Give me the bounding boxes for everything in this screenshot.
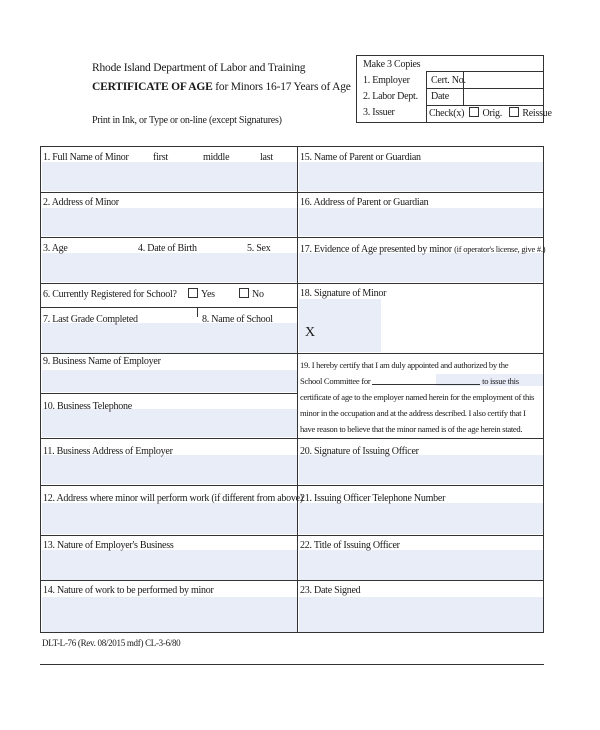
label-officer-signature: 20. Signature of Issuing Officer xyxy=(300,446,419,457)
label-business-address: 11. Business Address of Employer xyxy=(43,446,173,457)
input-business-telephone[interactable] xyxy=(42,409,297,437)
input-officer-signature[interactable] xyxy=(299,455,543,484)
rule-r2 xyxy=(297,237,543,238)
reissue-label: Reissue xyxy=(522,108,552,119)
rule-l2 xyxy=(41,237,298,238)
cert-line-3: certificate of age to the employer named herein for the employment of this xyxy=(300,392,535,402)
instructions: Print in Ink, or Type or on-line (except Signatures) xyxy=(92,115,282,126)
input-date-signed[interactable] xyxy=(299,597,543,632)
orig-label: Orig. xyxy=(482,108,503,119)
divider-7-8 xyxy=(197,307,198,317)
cert-no-label: Cert. No. xyxy=(431,75,466,86)
label-business-telephone: 10. Business Telephone xyxy=(43,401,132,412)
label-date-signed: 23. Date Signed xyxy=(300,585,361,596)
copy-issuer: 3. Issuer xyxy=(363,107,395,118)
form-title xyxy=(92,81,351,93)
label-parent-name: 15. Name of Parent or Guardian xyxy=(300,152,421,163)
input-full-name[interactable] xyxy=(42,162,297,191)
copies-box xyxy=(356,55,552,123)
input-address-minor[interactable] xyxy=(42,208,297,236)
orig-checkbox[interactable] xyxy=(469,107,479,117)
label-evidence-note: (if operator's license, give #.) xyxy=(454,244,546,254)
copies-rule-top xyxy=(426,71,543,72)
form-title-bold: CERTIFICATE OF AGE xyxy=(92,81,213,93)
label-full-name: 1. Full Name of Minor xyxy=(43,152,129,163)
check-label xyxy=(429,107,552,120)
rule-r3 xyxy=(297,283,543,284)
rule-r6 xyxy=(297,485,543,486)
input-age-dob-sex[interactable] xyxy=(42,253,297,282)
check-text: Check(x) xyxy=(429,108,465,119)
rule-l8 xyxy=(41,485,298,486)
rule-l7 xyxy=(41,438,298,439)
copies-rule-bottom xyxy=(426,105,543,106)
form-title-rest: for Minors 16-17 Years of Age xyxy=(215,81,351,93)
label-evidence-text: 17. Evidence of Age presented by minor xyxy=(300,244,452,255)
footer-rule xyxy=(40,664,544,665)
date-label: Date xyxy=(431,91,449,102)
label-minor-signature: 18. Signature of Minor xyxy=(300,288,387,299)
label-address-minor: 2. Address of Minor xyxy=(43,197,119,208)
input-officer-title[interactable] xyxy=(299,550,543,580)
input-officer-telephone[interactable] xyxy=(299,503,543,534)
rule-l6 xyxy=(41,393,298,394)
label-officer-telephone: 21. Issuing Officer Telephone Number xyxy=(300,493,446,504)
label-registered-school xyxy=(43,288,264,301)
input-evidence-age[interactable] xyxy=(299,253,543,282)
input-work-nature[interactable] xyxy=(42,597,297,632)
no-checkbox[interactable] xyxy=(239,288,249,298)
label-work-nature: 14. Nature of work to be performed by minor xyxy=(43,585,214,596)
copies-divider-1 xyxy=(426,71,427,122)
input-business-name[interactable] xyxy=(42,370,297,392)
copy-employer: 1. Employer xyxy=(363,75,410,86)
rule-r7 xyxy=(297,535,543,536)
cert-line-2 xyxy=(300,373,534,389)
label-employer-business: 13. Nature of Employer's Business xyxy=(43,540,174,551)
label-parent-address: 16. Address of Parent or Guardian xyxy=(300,197,429,208)
label-yes: Yes xyxy=(200,289,215,300)
form-grid xyxy=(40,146,544,633)
cert-line-1: 19. I hereby certify that I am duly appointed and authorized by the xyxy=(300,360,509,370)
rule-r5 xyxy=(297,438,543,439)
label-last: last xyxy=(260,152,273,163)
rule-l9 xyxy=(41,535,298,536)
form-id: DLT-L-76 (Rev. 08/2015 mdf) CL-3-6/80 xyxy=(42,638,181,648)
certification-text xyxy=(300,357,534,437)
school-committee-blank xyxy=(372,375,480,385)
label-middle: middle xyxy=(203,152,230,163)
cert-line-2b: to issue this xyxy=(482,376,519,386)
label-first: first xyxy=(153,152,168,163)
cert-line-4: minor in the occupation and at the address described. I also certify that I xyxy=(300,408,526,418)
rule-r4 xyxy=(297,353,543,354)
input-business-address[interactable] xyxy=(42,455,297,484)
input-last-grade-school[interactable] xyxy=(42,323,297,353)
label-name-of-school: 8. Name of School xyxy=(202,314,273,325)
rule-l1 xyxy=(41,192,298,193)
rule-l3 xyxy=(41,283,298,284)
label-sex: 5. Sex xyxy=(247,243,271,254)
label-officer-title: 22. Title of Issuing Officer xyxy=(300,540,400,551)
label-work-address: 12. Address where minor will perform work (if different from above) xyxy=(43,493,303,504)
rule-r8 xyxy=(297,580,543,581)
column-divider xyxy=(297,147,298,632)
department-name: Rhode Island Department of Labor and Training xyxy=(92,62,306,74)
rule-l4 xyxy=(41,307,298,308)
copy-labor-dept: 2. Labor Dept. xyxy=(363,91,418,102)
input-parent-name[interactable] xyxy=(299,162,543,191)
copies-heading: Make 3 Copies xyxy=(363,59,421,70)
label-age: 3. Age xyxy=(43,243,68,254)
label-business-name: 9. Business Name of Employer xyxy=(43,356,161,367)
cert-line-2a: School Committee for xyxy=(300,376,371,386)
label-evidence-age xyxy=(300,243,545,256)
rule-l5 xyxy=(41,353,298,354)
rule-l10 xyxy=(41,580,298,581)
input-employer-business[interactable] xyxy=(42,550,297,580)
yes-checkbox[interactable] xyxy=(188,288,198,298)
rule-r1 xyxy=(297,192,543,193)
cert-line-5: have reason to believe that the minor named is of the age herein stated. xyxy=(300,424,523,434)
label-registered-text: 6. Currently Registered for School? xyxy=(43,289,177,300)
label-no: No xyxy=(252,289,264,300)
input-parent-address[interactable] xyxy=(299,208,543,236)
label-last-grade: 7. Last Grade Completed xyxy=(43,314,138,325)
reissue-checkbox[interactable] xyxy=(509,107,519,117)
input-work-address[interactable] xyxy=(42,503,297,534)
label-date-of-birth: 4. Date of Birth xyxy=(138,243,197,254)
signature-x-mark: X xyxy=(305,325,316,340)
copies-rule-mid xyxy=(426,88,543,89)
